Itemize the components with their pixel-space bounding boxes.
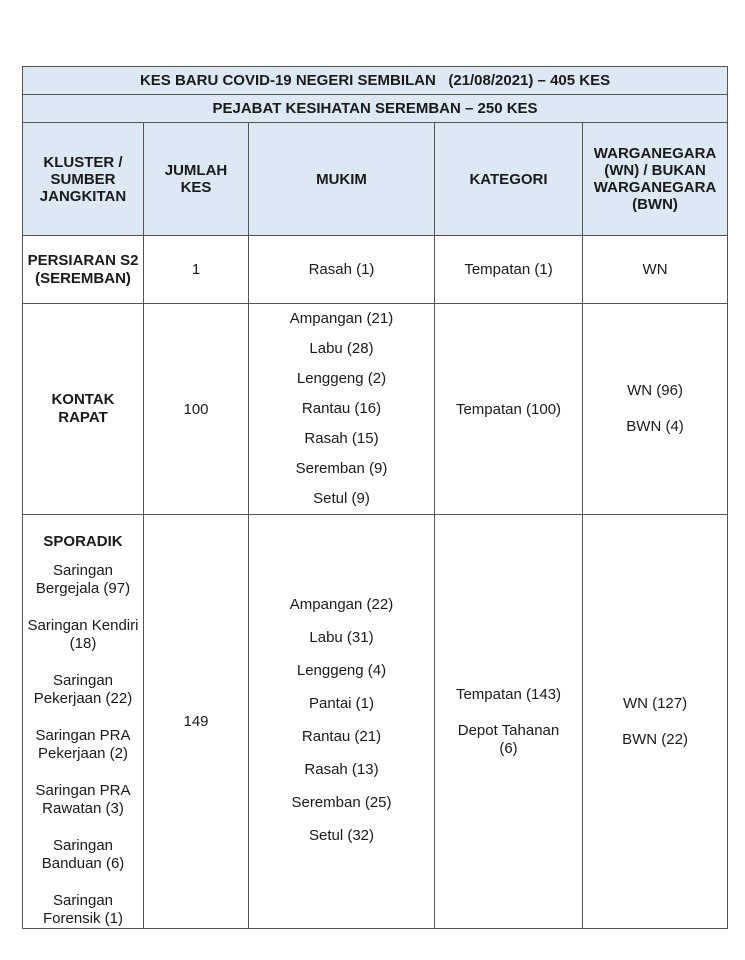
mukim-item: Lenggeng (4) [296, 661, 387, 679]
cluster-cell: KONTAK RAPAT [23, 304, 144, 515]
mukim-item: Setul (32) [308, 826, 375, 844]
citizen-cell [583, 515, 728, 929]
mukim-cell [249, 304, 435, 515]
cluster-item: Saringan Bergejala (97) [35, 562, 131, 597]
report-title: KES BARU COVID-19 NEGERI SEMBILAN (21/08/2021) – 405 KES [23, 67, 728, 95]
mukim-item: Labu (28) [309, 340, 374, 357]
mukim-item: Seremban (9) [295, 460, 388, 477]
table-row [23, 304, 728, 515]
mukim-item: Ampangan (21) [289, 310, 394, 327]
cluster-item: Saringan Banduan (6) [41, 837, 125, 872]
cluster-cell [23, 515, 144, 929]
cluster-item: Saringan Pekerjaan (22) [33, 672, 133, 707]
mukim-item: Rantau (16) [301, 400, 382, 417]
kategori-item: (6) [499, 739, 518, 757]
count-cell: 1 [144, 236, 249, 304]
citizen-cell: WN [583, 236, 728, 304]
kategori-item: Depot Tahanan [457, 721, 560, 739]
mukim-item: Seremban (25) [291, 793, 392, 811]
mukim-cell [249, 515, 435, 929]
mukim-item: Rantau (21) [301, 727, 382, 745]
report-subtitle: PEJABAT KESIHATAN SEREMBAN – 250 KES [23, 95, 728, 123]
citizen-item: BWN (4) [626, 418, 684, 435]
table-row [23, 515, 728, 929]
citizen-item: BWN (22) [622, 730, 688, 748]
cluster-item: Saringan PRA Pekerjaan (2) [35, 727, 131, 762]
covid-cases-table [22, 66, 728, 929]
cluster-item: Saringan Forensik (1) [42, 892, 124, 927]
mukim-cell: Rasah (1) [249, 236, 435, 304]
citizen-item: WN (96) [627, 382, 683, 399]
mukim-item: Setul (9) [313, 490, 370, 507]
kategori-cell: Tempatan (100) [435, 304, 583, 515]
citizen-cell [583, 304, 728, 515]
citizen-item: WN (127) [622, 694, 688, 712]
mukim-item: Lenggeng (2) [296, 370, 387, 387]
header-cluster: KLUSTER / SUMBER JANGKITAN [23, 123, 144, 236]
count-cell: 149 [144, 515, 249, 929]
cluster-title: SPORADIK [43, 533, 123, 550]
mukim-item: Ampangan (22) [289, 595, 394, 613]
cluster-item: Saringan PRA Rawatan (3) [35, 782, 131, 817]
cluster-item: Saringan Kendiri (18) [27, 617, 139, 652]
cluster-cell: PERSIARAN S2 (SEREMBAN) [23, 236, 144, 304]
mukim-item: Labu (31) [309, 628, 374, 646]
mukim-item: Rasah (15) [304, 430, 379, 447]
count-cell: 100 [144, 304, 249, 515]
header-kategori: KATEGORI [435, 123, 583, 236]
header-citizen: WARGANEGARA (WN) / BUKAN WARGANEGARA (BWN) [583, 123, 728, 236]
mukim-item: Rasah (13) [304, 760, 379, 778]
kategori-cell [435, 515, 583, 929]
kategori-item: Tempatan (143) [455, 685, 562, 703]
header-mukim: MUKIM [249, 123, 435, 236]
mukim-item: Pantai (1) [308, 694, 375, 712]
header-row [23, 123, 728, 236]
table-row [23, 236, 728, 304]
header-count: JUMLAH KES [144, 123, 249, 236]
kategori-cell: Tempatan (1) [435, 236, 583, 304]
